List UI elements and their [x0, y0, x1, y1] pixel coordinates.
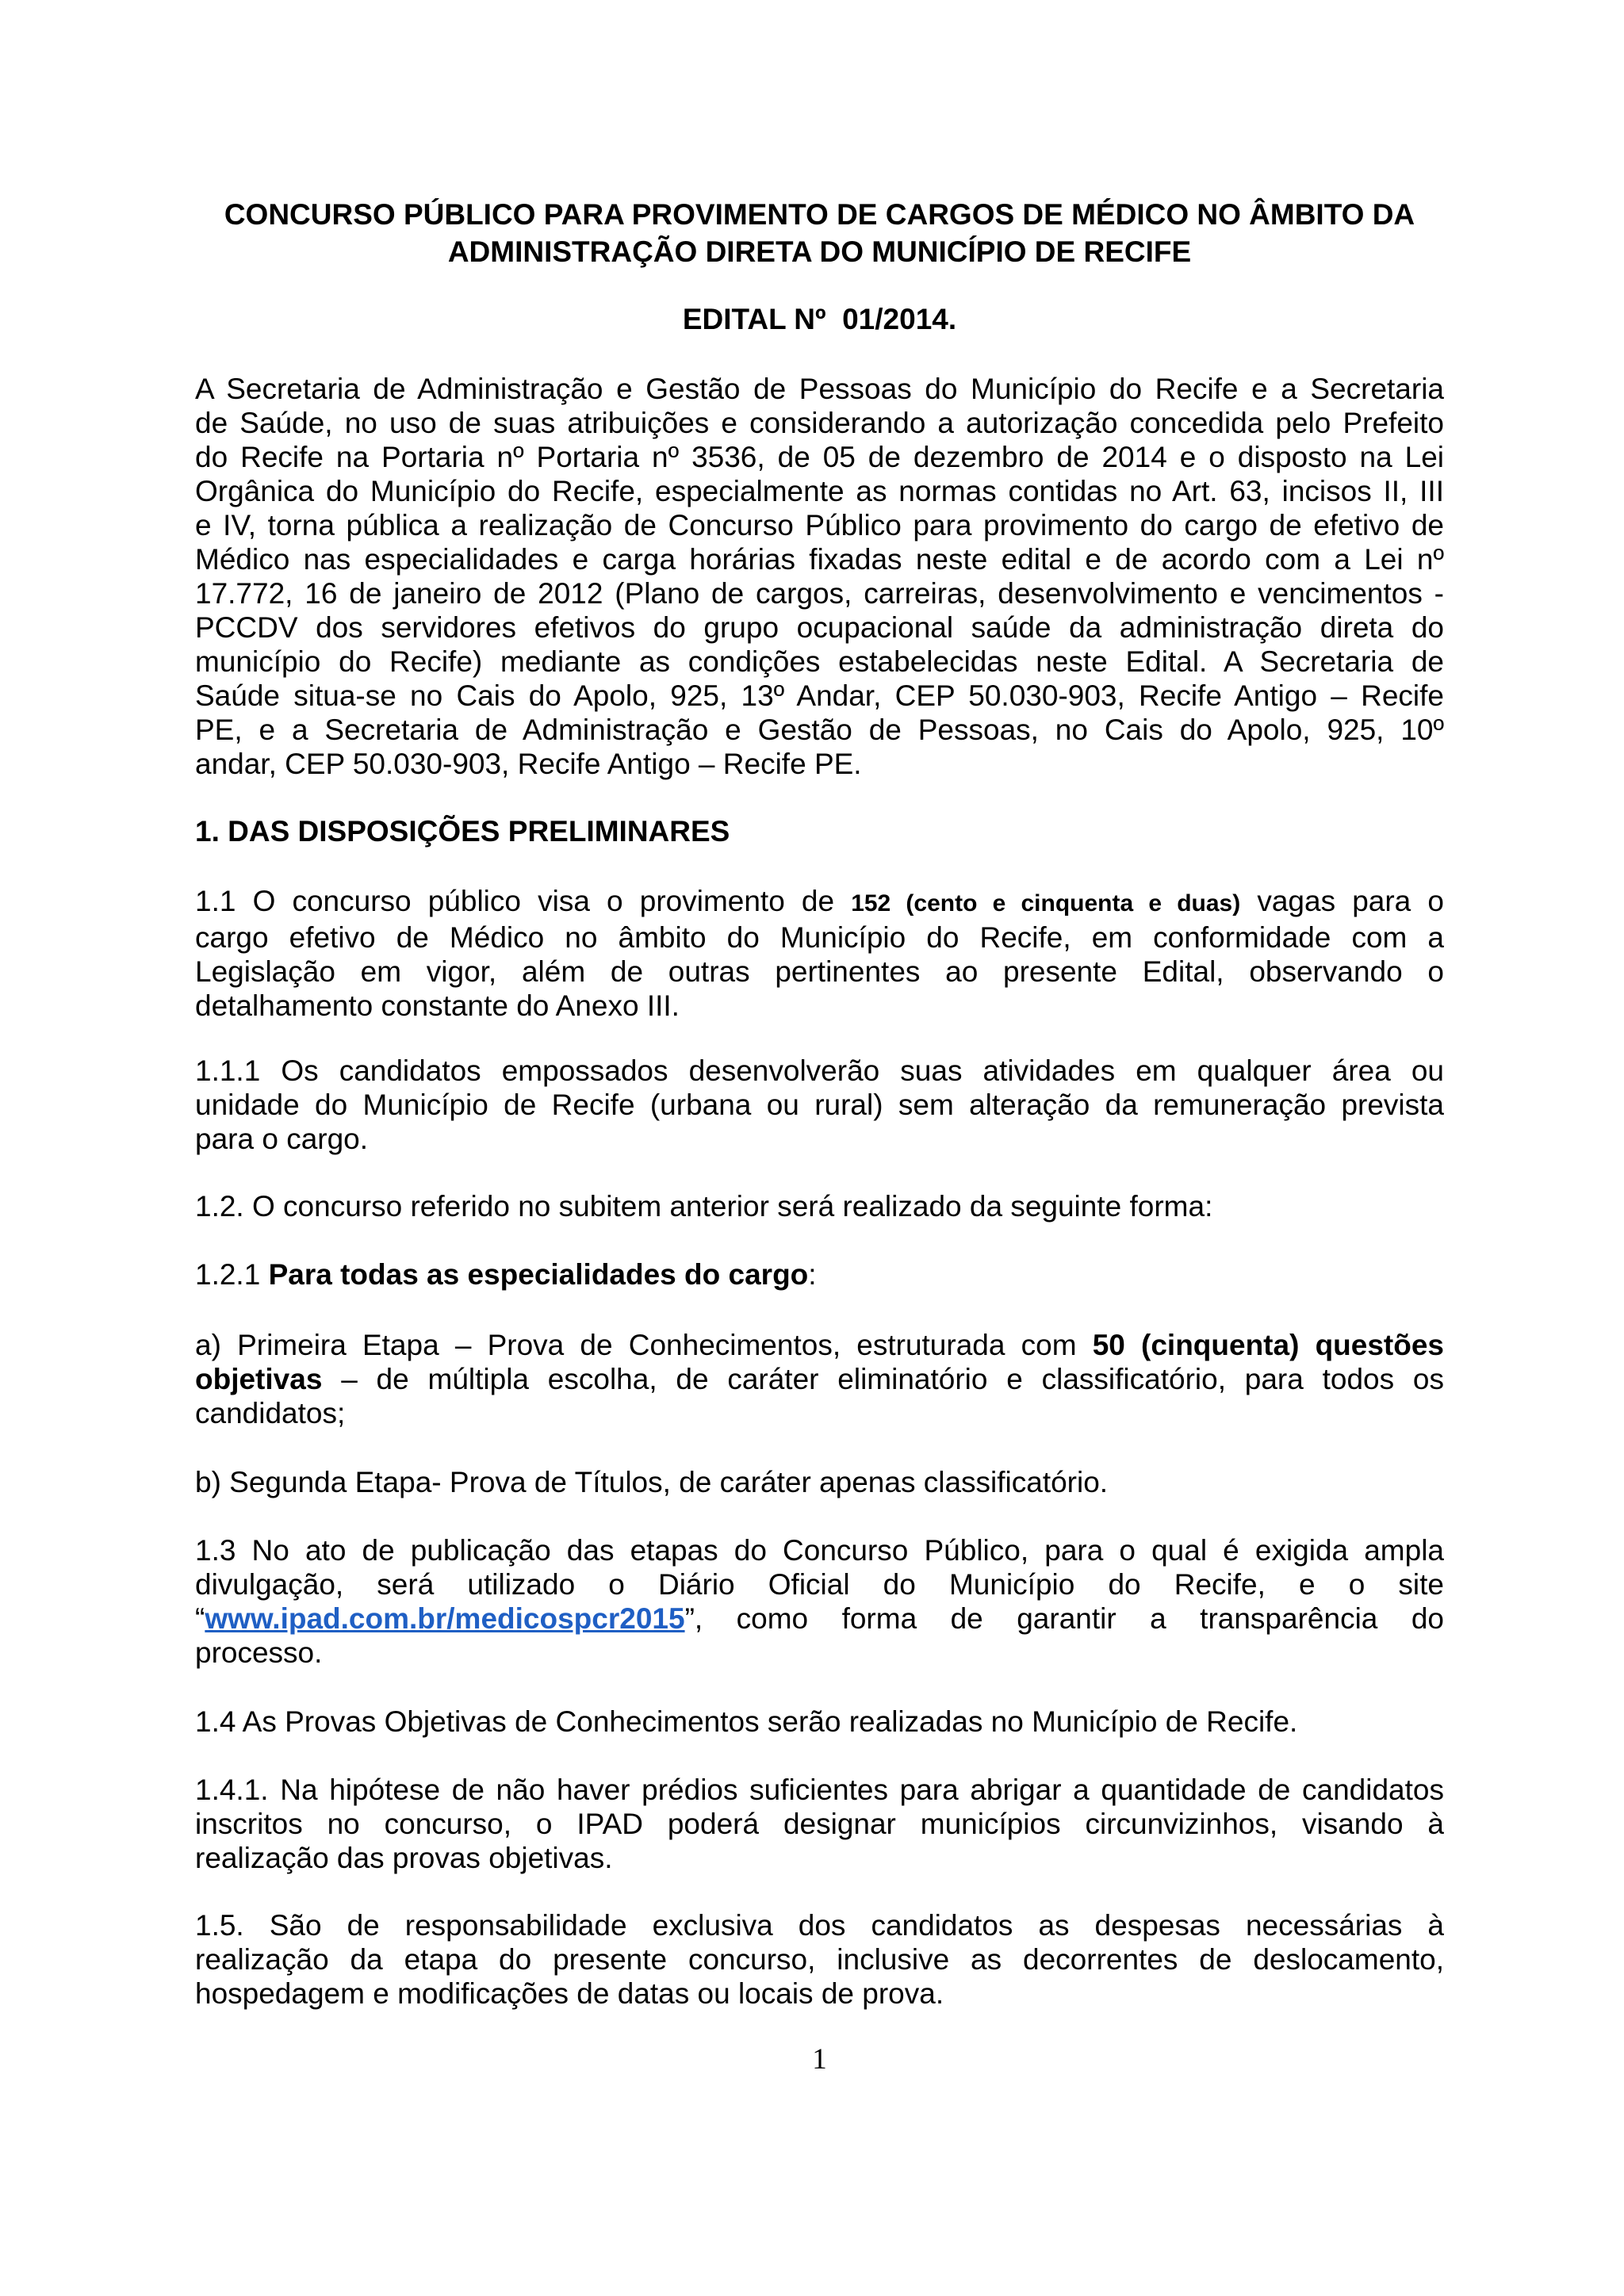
paragraph-line: Médico nas especialidades e carga horárias fixadas neste edital e de acordo com a Lei nº: [195, 543, 1444, 576]
item-1-4: 1.4 As Provas Objetivas de Conhecimentos serão realizadas no Município de Recife.: [195, 1705, 1298, 1738]
paragraph-line: realização da etapa do presente concurso, inclusive as decorrentes de deslocamento,: [195, 1943, 1444, 1976]
title-line: ADMINISTRAÇÃO DIRETA DO MUNICÍPIO DE RECIFE: [447, 235, 1192, 268]
item-1-4-1: [195, 1773, 1444, 1875]
paragraph-line: andar, CEP 50.030-903, Recife Antigo – Recife PE.: [195, 748, 862, 780]
paragraph-line: do Recife na Portaria nº Portaria nº 3536, de 05 de dezembro de 2014 e o disposto na Lei: [195, 441, 1444, 473]
item-1-5: [195, 1908, 1444, 2011]
paragraph-line: 1.1.1 Os candidatos empossados desenvolverão suas atividades em qualquer área ou: [195, 1054, 1444, 1087]
paragraph-line: 17.772, 16 de janeiro de 2012 (Plano de cargos, carreiras, desenvolvimento e vencimentos -: [195, 577, 1444, 610]
paragraph-line: município do Recife) mediante as condições estabelecidas neste Edital. A Secretaria de: [195, 645, 1444, 678]
item-bold-text: Para todas as especialidades do cargo: [268, 1258, 809, 1291]
paragraph-line: [195, 884, 1444, 920]
paragraph-line: candidatos;: [195, 1397, 346, 1429]
website-link[interactable]: www.ipad.com.br/medicospcr2015: [205, 1602, 685, 1635]
page-number: 1: [812, 2043, 827, 2076]
paragraph-line: [195, 1601, 1444, 1636]
item-1-2: 1.2. O concurso referido no subitem anterior será realizado da seguinte forma:: [195, 1190, 1213, 1223]
open-quote: “: [195, 1602, 205, 1635]
item-bold-text: objetivas: [195, 1363, 323, 1395]
item-a: [195, 1328, 1444, 1430]
item-number: 1.2.1: [195, 1258, 269, 1291]
item-text: a) Primeira Etapa – Prova de Conhecimentos, estruturada com: [195, 1329, 1093, 1361]
item-1-1: [195, 884, 1444, 1023]
item-text: 1.1 O concurso público visa o provimento de: [195, 885, 852, 917]
paragraph-line: A Secretaria de Administração e Gestão de Pessoas do Município do Recife e a Secretaria: [195, 373, 1444, 405]
item-1-3: [195, 1533, 1444, 1670]
paragraph-line: para o cargo.: [195, 1123, 369, 1155]
paragraph-line: processo.: [195, 1636, 323, 1669]
title-line: CONCURSO PÚBLICO PARA PROVIMENTO DE CARGOS DE MÉDICO NO ÂMBITO DA: [224, 198, 1415, 231]
paragraph-line: [195, 1328, 1444, 1362]
paragraph-line: 1.4.1. Na hipótese de não haver prédios suficientes para abrigar a quantidade de candidatos: [195, 1774, 1444, 1806]
paragraph-line: realização das provas objetivas.: [195, 1842, 613, 1874]
item-1-2-1: [195, 1257, 1444, 1292]
paragraph-line: e IV, torna pública a realização de Concurso Público para provimento do cargo de efetivo de: [195, 509, 1444, 541]
paragraph-line: Legislação em vigor, além de outras pertinentes ao presente Edital, observando o: [195, 955, 1444, 988]
vacancy-count: 152 (cento e cinquenta e duas): [851, 890, 1241, 916]
edital-number-text: EDITAL Nº 01/2014.: [682, 303, 957, 335]
paragraph-line: Orgânica do Município do Recife, especialmente as normas contidas no Art. 63, incisos II, III: [195, 475, 1444, 507]
paragraph-line: cargo efetivo de Médico no âmbito do Município do Recife, em conformidade com a: [195, 921, 1444, 954]
document-title: [195, 196, 1444, 270]
section-heading: 1. DAS DISPOSIÇÕES PRELIMINARES: [195, 815, 730, 848]
item-1-1-1: [195, 1054, 1444, 1156]
paragraph-line: detalhamento constante do Anexo III.: [195, 989, 680, 1022]
item-text: :: [808, 1258, 817, 1291]
paragraph-line: unidade do Município de Recife (urbana ou rural) sem alteração da remuneração prevista: [195, 1089, 1444, 1121]
paragraph-line: Saúde situa-se no Cais do Apolo, 925, 13º Andar, CEP 50.030-903, Recife Antigo – Recife: [195, 679, 1444, 712]
intro-paragraph: [195, 372, 1444, 781]
item-b: b) Segunda Etapa- Prova de Títulos, de caráter apenas classificatório.: [195, 1466, 1109, 1498]
item-bold-text: 50 (cinquenta) questões: [1092, 1329, 1444, 1361]
paragraph-line: 1.5. São de responsabilidade exclusiva dos candidatos as despesas necessárias à: [195, 1909, 1444, 1942]
paragraph-line: de Saúde, no uso de suas atribuições e considerando a autorização concedida pelo Prefeito: [195, 407, 1444, 439]
item-text: – de múltipla escolha, de caráter eliminatório e classificatório, para todos os: [322, 1363, 1444, 1395]
paragraph-line: hospedagem e modificações de datas ou locais de prova.: [195, 1977, 944, 2010]
paragraph-line: 1.3 No ato de publicação das etapas do Concurso Público, para o qual é exigida ampla: [195, 1534, 1444, 1567]
item-text: vagas para o: [1240, 885, 1444, 917]
paragraph-line: PCCDV dos servidores efetivos do grupo ocupacional saúde da administração direta do: [195, 611, 1444, 644]
paragraph-line: [195, 1362, 1444, 1396]
paragraph-line: PE, e a Secretaria de Administração e Gestão de Pessoas, no Cais do Apolo, 925, 10º: [195, 714, 1444, 746]
paragraph-line: divulgação, será utilizado o Diário Oficial do Município do Recife, e o site: [195, 1568, 1444, 1601]
item-text: ”, como forma de garantir a transparência do: [684, 1602, 1444, 1635]
edital-number: [195, 302, 1444, 336]
paragraph-line: inscritos no concurso, o IPAD poderá designar municípios circunvizinhos, visando à: [195, 1808, 1444, 1840]
